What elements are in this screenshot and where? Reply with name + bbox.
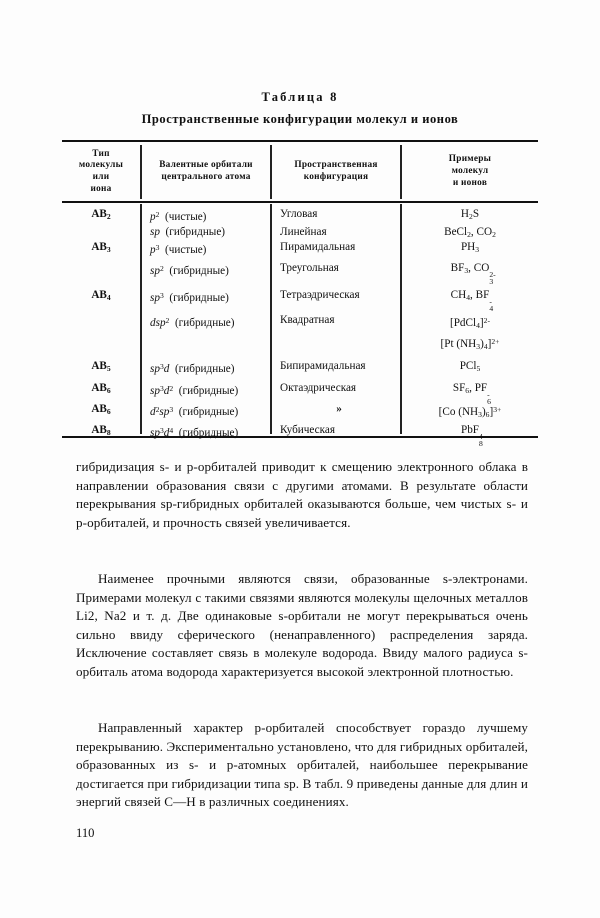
table-row: [62, 399, 538, 420]
table-top-rule: [62, 140, 538, 142]
cell-configuration: Тетраэдрическая: [280, 289, 360, 301]
cell-examples: [Pt $(NH_3)_4]^{2+}$: [440, 337, 500, 352]
cell-configuration: Квадратная: [280, 314, 335, 326]
cell-configuration: Угловая: [280, 208, 318, 220]
cell-orbitals: $sp^3$ (гибридные): [150, 291, 229, 305]
cell-examples: [PdCl$_4$]$^{2-}$: [449, 316, 490, 331]
table-row: [62, 258, 538, 286]
table-row: [62, 237, 538, 258]
cell-type: [62, 331, 140, 352]
cell-orbitals: $d^2sp^3$ (гибридные): [150, 405, 239, 419]
table-row: [62, 420, 538, 448]
column-header-orbitals: [142, 145, 270, 199]
header-line: Примеры: [448, 154, 492, 165]
cell-examples: [Co $(NH_3)_6]^{3+}$: [438, 405, 502, 420]
header-line: молекул: [451, 166, 489, 177]
paragraph-weak-bonds: [76, 570, 528, 682]
cell-examples: $H_2S$: [460, 208, 480, 221]
column-header-type: [62, 145, 140, 199]
header-line: иона: [90, 183, 112, 194]
header-line: Тип: [92, 148, 110, 159]
cell-type: $AB_5$: [91, 360, 111, 373]
cell-type: $AB_4$: [91, 289, 111, 302]
header-line: конфигурация: [303, 172, 369, 182]
paragraph-text: Наименее прочными являются связи, образованные s-электронами. Примерами молекул с такими связями являются молекулы щелочных металлов Li2, Na2 и т. д. Две одинаковые s-орбитали не могут перекрываться очень сильно ввиду сферического (ненаправленного) распределения заряда. Исключение составляет связь в молекуле водорода. Ввиду малого радиуса s-орбиталь атома водорода характеризуется высокой электронной плотностью.: [76, 571, 528, 679]
header-line: центрального атома: [161, 172, 251, 182]
cell-orbitals: $sp^2$ (гибридные): [150, 264, 229, 278]
table-row: [62, 331, 538, 352]
cell-examples: PCl$_5$: [459, 360, 481, 373]
cell-configuration: Октаэдрическая: [280, 382, 357, 394]
header-line: и ионов: [452, 177, 488, 188]
header-line: Пространственная: [294, 160, 378, 171]
configuration-table: [62, 140, 538, 448]
cell-type: $AB_8$: [91, 424, 111, 437]
cell-orbitals: $p^3$ (чистые): [150, 243, 207, 257]
header-line: молекулы: [78, 160, 124, 171]
cell-orbitals: dsp$^2$ (гибридные): [150, 316, 235, 330]
paragraph-hybridization: гибридизация s- и p-орбиталей приводит к смещению электронного облака в направлении образования связи с другими атомами. В результате области перекрывания sp-гибридных орбиталей оказываются больше, чем чистых s- и p-орбиталей, и прочность связей увеличивается.: [76, 459, 528, 530]
cell-type: $AB_6$: [91, 403, 111, 416]
cell-orbitals: $sp^3d^2$ (гибридные): [150, 384, 239, 398]
table-row: [62, 378, 538, 406]
cell-configuration: Линейная: [280, 226, 327, 238]
header-line: Валентные орбитали: [159, 160, 253, 171]
cell-orbitals: $sp^3d^4$ (гибридные): [150, 426, 239, 440]
column-header-configuration: [272, 145, 400, 199]
table-header-rule: [62, 201, 538, 203]
cell-type: $AB_3$: [91, 241, 111, 254]
cell-configuration: Кубическая: [280, 424, 335, 436]
table-title: Пространственные конфигурации молекул и ионов: [141, 112, 459, 126]
cell-examples: BeCl$_2$, $CO_2$: [444, 226, 496, 239]
cell-configuration: Бипирамидальная: [280, 360, 366, 372]
cell-orbitals: sp (гибридные): [150, 226, 226, 238]
cell-type: [62, 310, 140, 331]
cell-configuration: [280, 331, 400, 352]
cell-orbitals: $sp^3d$ (гибридные): [150, 362, 235, 376]
paragraph-directional: [76, 719, 528, 812]
header-line: или: [92, 172, 110, 182]
cell-type: $AB_6$: [91, 382, 111, 395]
cell-configuration: Треугольная: [280, 262, 339, 274]
cell-orbitals: $p^2$ (чистые): [150, 210, 207, 224]
cell-orbitals: [150, 331, 268, 352]
page-number: 110: [76, 826, 95, 840]
paragraph-text: Направленный характер p-орбиталей способствует гораздо лучшему перекрыванию. Экспериментально установлено, что для гибридных орбиталей, образованных из s- и p-атомных орбиталей, наибольшее перекрывание достигается при гибридизации типа sp. В табл. 9 приведены данные для длин и энергий связей С—Н в различных соединениях.: [76, 720, 528, 810]
cell-configuration: Пирамидальная: [280, 241, 356, 253]
cell-examples: $SF_6$, PF - 6: [452, 382, 491, 406]
cell-type: $AB_2$: [91, 208, 111, 221]
column-header-examples: [402, 145, 538, 199]
cell-configuration: »: [336, 403, 342, 415]
table-number-label: Таблица 8: [261, 90, 339, 104]
cell-type: [62, 258, 140, 279]
table-row: [62, 310, 538, 331]
cell-examples: $BF_3$, CO 2- 3: [450, 262, 496, 286]
table-row: [62, 356, 538, 377]
cell-examples: PbF 4- 8: [460, 424, 486, 448]
cell-examples: $CH_4$, BF - 4: [450, 289, 494, 313]
table-row: [62, 285, 538, 313]
cell-examples: $PH_3$: [460, 241, 480, 254]
